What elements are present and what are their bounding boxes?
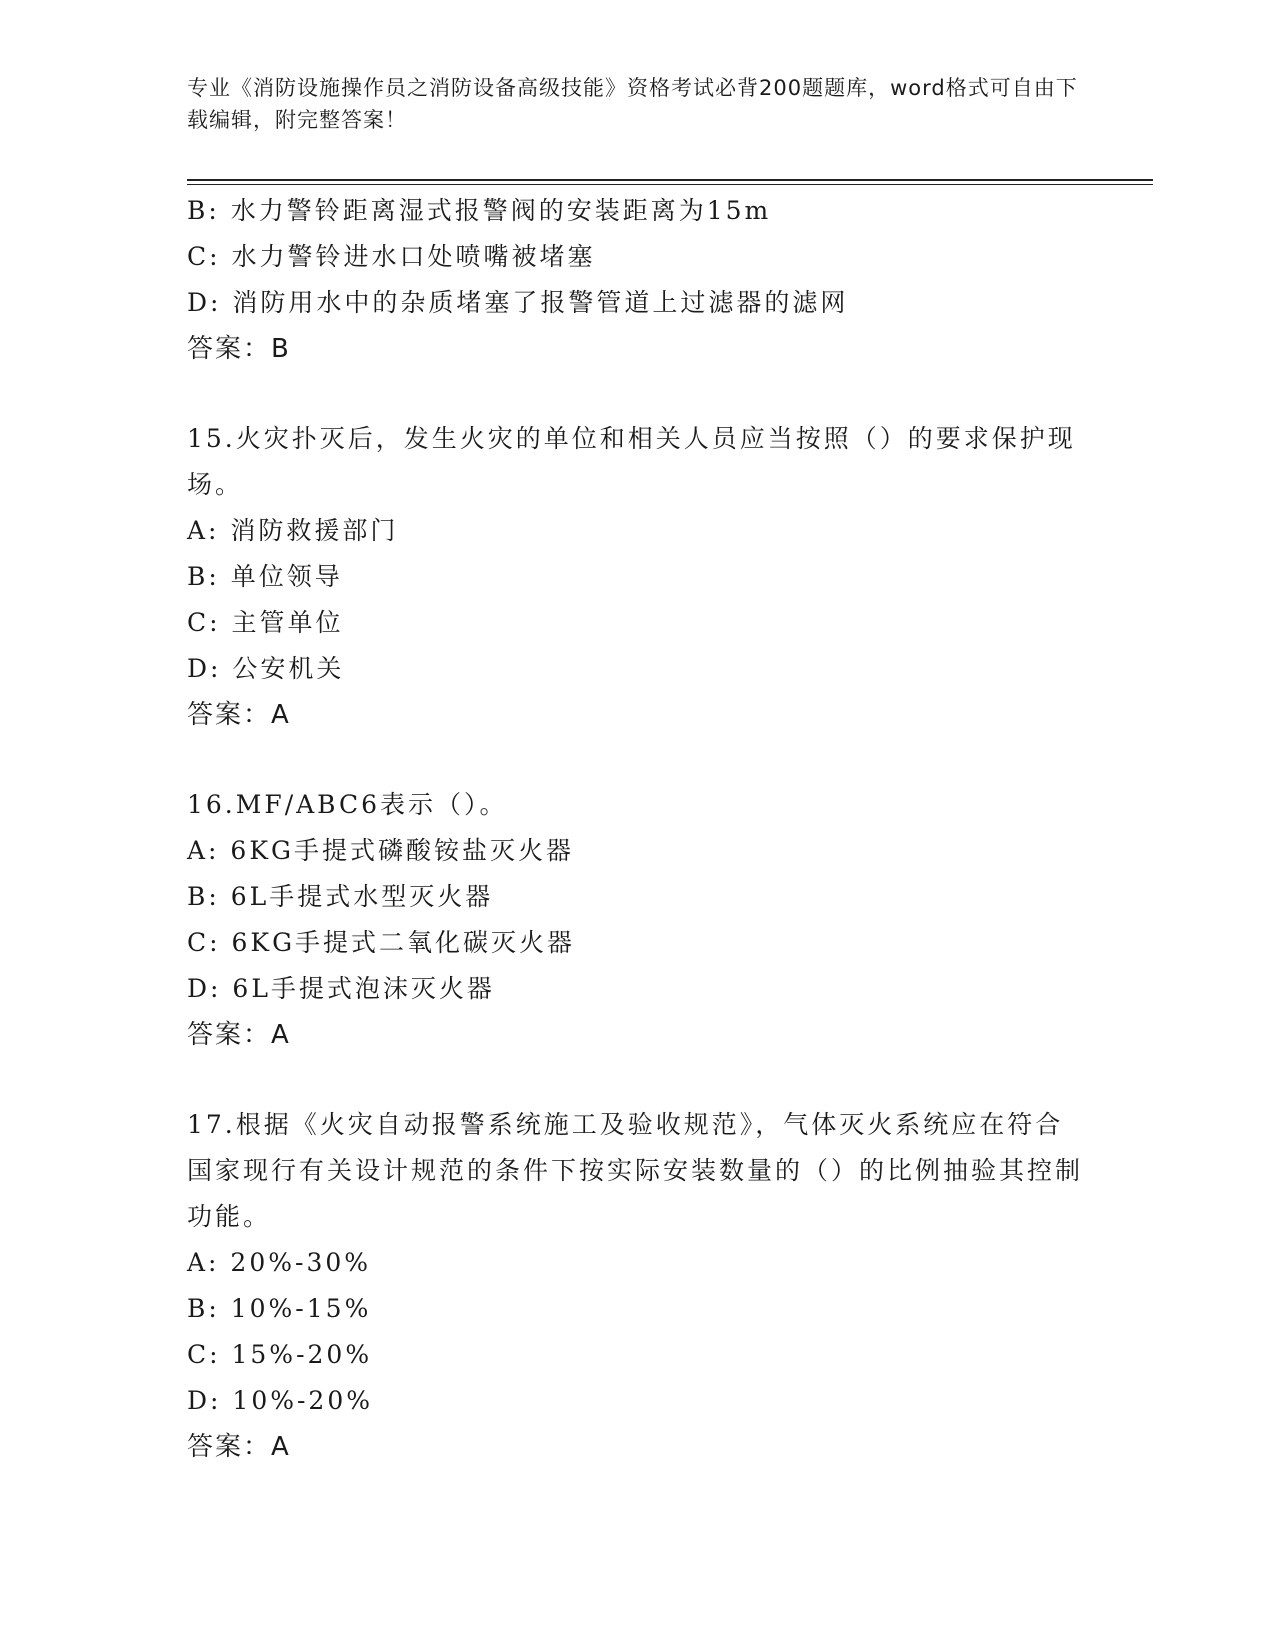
question-stem: 15.火灾扑灭后，发生火灾的单位和相关人员应当按照（）的要求保护现场。 — [187, 424, 1076, 499]
question-17 — [187, 1102, 1087, 1470]
document-header: 专业《消防设施操作员之消防设备高级技能》资格考试必背200题题库，word格式可自由下载编辑，附完整答案！ — [187, 76, 1078, 132]
answer-line: 答案：A — [187, 1432, 291, 1462]
question-16 — [187, 782, 1087, 1058]
option-b: B: 6L手提式水型灭火器 — [187, 882, 494, 911]
option-b: B: 单位领导 — [187, 562, 343, 591]
option-a: A: 20%-30% — [187, 1248, 372, 1277]
previous-question-block — [187, 188, 1087, 372]
answer-line: 答案：A — [187, 1020, 291, 1050]
header-divider-thick — [187, 179, 1153, 181]
document-body — [187, 188, 1087, 1470]
option-b: B: 水力警铃距离湿式报警阀的安装距离为15m — [187, 196, 772, 225]
option-d: D: 公安机关 — [187, 654, 345, 683]
option-c: C: 6KG手提式二氧化碳灭火器 — [187, 928, 576, 957]
option-d: D: 6L手提式泡沫灭火器 — [187, 974, 495, 1003]
option-b: B: 10%-15% — [187, 1294, 372, 1323]
question-stem: 17.根据《火灾自动报警系统施工及验收规范》，气体灭火系统应在符合国家现行有关设计规范的条件下按实际安装数量的（）的比例抽验其控制功能。 — [187, 1110, 1084, 1231]
option-c: C: 主管单位 — [187, 608, 344, 637]
option-a: A: 消防救援部门 — [187, 516, 399, 545]
header-divider-thin — [187, 184, 1153, 185]
option-d: D: 10%-20% — [187, 1386, 373, 1415]
answer-line: 答案：B — [187, 334, 291, 364]
answer-line: 答案：A — [187, 700, 291, 730]
option-d: D: 消防用水中的杂质堵塞了报警管道上过滤器的滤网 — [187, 288, 849, 317]
option-a: A: 6KG手提式磷酸铵盐灭火器 — [187, 836, 574, 865]
option-c: C: 15%-20% — [187, 1340, 373, 1369]
option-c: C: 水力警铃进水口处喷嘴被堵塞 — [187, 242, 596, 271]
question-stem: 16.MF/ABC6表示（）。 — [187, 790, 508, 819]
question-15 — [187, 416, 1087, 738]
